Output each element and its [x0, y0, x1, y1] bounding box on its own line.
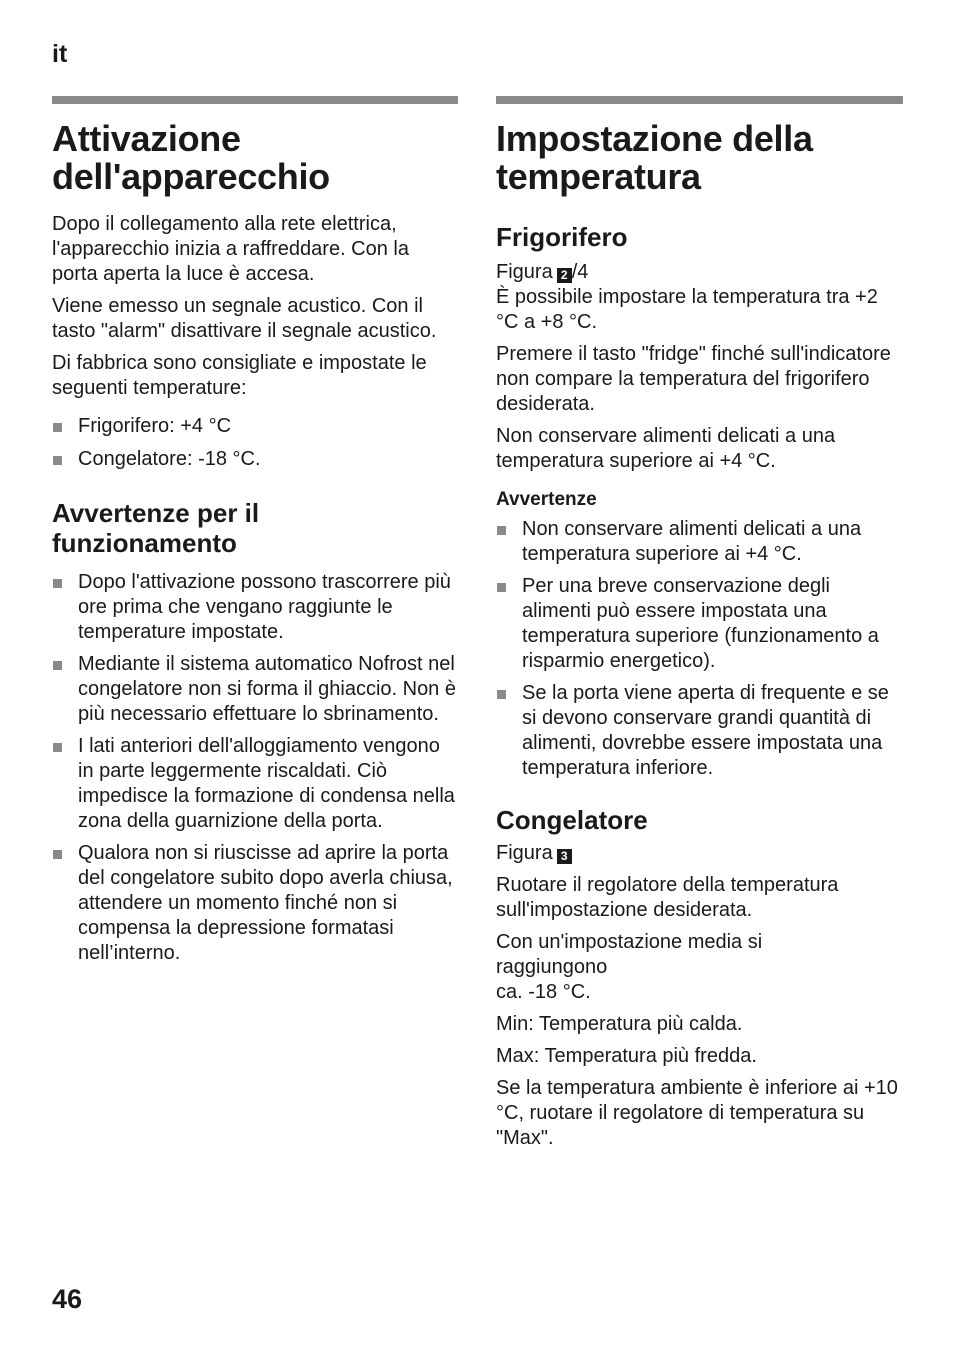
figure-label: Figura — [496, 261, 553, 283]
paragraph: Viene emesso un segnale acustico. Con il tasto "alarm" disattivare il segnale acustico. — [52, 295, 437, 342]
paragraph: È possibile impostare la temperatura tra +2 °C a +8 °C. — [496, 286, 878, 333]
paragraph: Di fabbrica sono consigliate e impostate le seguenti temperature: — [52, 352, 427, 399]
list-item: Per una breve conservazione degli alimenti può essere impostata una temperatura superiore (funzionamento a risparmio energetico). — [496, 574, 903, 674]
paragraph: Se la temperatura ambiente è inferiore ai +10 °C, ruotare il regolatore di temperatura su "Max". — [496, 1077, 898, 1149]
figure-reference — [496, 260, 903, 285]
section-title-temperature: Impostazione della temperatura — [496, 118, 813, 197]
list-item: Qualora non si riuscisse ad aprire la porta del congelatore subito dopo averla chiusa, attendere un momento finché non si compensa la depressione formatasi nell’interno. — [52, 841, 458, 966]
section-rule — [52, 96, 458, 104]
left-column — [52, 96, 458, 966]
temperature-list — [52, 414, 458, 472]
section-heading-notes: Avvertenze per il funzionamento — [52, 498, 260, 558]
list-item: Congelatore: -18 °C. — [52, 447, 458, 472]
notes-list — [52, 570, 458, 966]
list-item: Non conservare alimenti delicati a una temperatura superiore ai +4 °C. — [496, 517, 903, 567]
figure-suffix: /4 — [571, 261, 589, 283]
page-number: 46 — [52, 1284, 83, 1314]
right-column — [496, 96, 903, 1151]
section-title-activation: Attivazione dell'apparecchio — [52, 118, 330, 197]
notes-heading: Avvertenze — [496, 489, 597, 510]
fridge-notes-list — [496, 517, 903, 781]
figure-reference — [496, 841, 903, 866]
paragraph: Non conservare alimenti delicati a una temperatura superiore ai +4 °C. — [496, 425, 836, 472]
list-item: Mediante il sistema automatico Nofrost nel congelatore non si forma il ghiaccio. Non è più necessario effettuare lo sbrinamento. — [52, 652, 458, 727]
list-item: Frigorifero: +4 °C — [52, 414, 458, 439]
figure-number-badge: 2 — [557, 268, 572, 283]
subsection-heading-fridge: Frigorifero — [496, 222, 628, 252]
paragraph: Dopo il collegamento alla rete elettrica, l'apparecchio inizia a raffreddare. Con la porta aperta la luce è accesa. — [52, 213, 409, 285]
section-rule — [496, 96, 903, 104]
language-tag: it — [52, 40, 68, 68]
list-item: I lati anteriori dell'alloggiamento vengono in parte leggermente riscaldati. Ciò impedisce la formazione di condensa nella zona della guarnizione della porta. — [52, 734, 458, 834]
paragraph: Ruotare il regolatore della temperatura sull'impostazione desiderata. — [496, 874, 839, 921]
paragraph: Max: Temperatura più fredda. — [496, 1045, 757, 1067]
paragraph: Min: Temperatura più calda. — [496, 1013, 743, 1035]
list-item: Dopo l'attivazione possono trascorrere più ore prima che vengano raggiunte le temperature impostate. — [52, 570, 458, 645]
figure-label: Figura — [496, 842, 553, 864]
subsection-heading-freezer: Congelatore — [496, 805, 648, 835]
figure-number-badge: 3 — [557, 849, 572, 864]
list-item: Se la porta viene aperta di frequente e se si devono conservare grandi quantità di alimenti, dovrebbe essere impostata una temperatura inferiore. — [496, 681, 903, 781]
paragraph: Premere il tasto "fridge" finché sull'indicatore non compare la temperatura del frigorifero desiderata. — [496, 343, 891, 415]
paragraph: Con un'impostazione media si raggiungono ca. -18 °C. — [496, 931, 763, 1003]
